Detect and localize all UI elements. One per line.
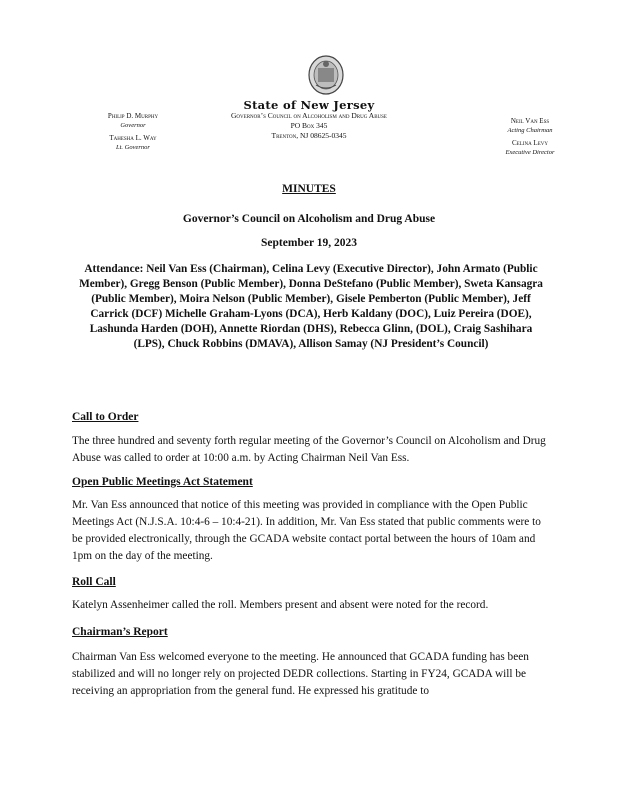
chairman-report-text: Chairman Van Ess welcomed everyone to the meeting. He announced that GCADA funding has been stabilized and will no longer rely on projected DEDR collections. Starting in FY24, GCADA will be receiving an appropriation from the general fund. He expressed his gratitude to — [72, 651, 529, 697]
roll-call-heading: Roll Call — [72, 576, 116, 588]
call-to-order-text: The three hundred and seventy forth regular meeting of the Governor’s Council on Alcoholism and Drug Abuse was called to order at 10:00 a.m. by Acting Chairman Neil Van Ess. — [72, 435, 546, 464]
chairman-name: Neil Van Ess — [510, 117, 550, 125]
right-officials — [475, 117, 585, 157]
open-public-meetings-text: Mr. Van Ess announced that notice of this meeting was provided in compliance with the Open Public Meetings Act (N.J.S.A. 10:4-6 – 10:4-21). In addition, Mr. Van Ess stated that public comments were to be provided electronically, through the GCADA website contact portal between the hours of 10am and 1pm on the day of the meeting. — [72, 499, 541, 562]
director-name: Celina Levy — [512, 139, 548, 147]
lt-governor-title: Lt. Governor — [116, 144, 150, 151]
council-name: Governor’s Council on Alcoholism and Drug Abuse — [182, 213, 436, 225]
roll-call-text: Katelyn Assenheimer called the roll. Members present and absent were noted for the record. — [72, 599, 489, 611]
call-to-order-heading: Call to Order — [72, 411, 139, 423]
state-title: State of New Jersey — [243, 98, 375, 112]
meeting-date: September 19, 2023 — [261, 237, 357, 249]
director-title: Executive Director — [505, 149, 555, 156]
attendance-list: Attendance: Neil Van Ess (Chairman), Celina Levy (Executive Director), John Armato (Public Member), Gregg Benson (Public Member), Donna DeStefano (Public Member), Sweta Kansagra (Public Member), Moira Nelson (Public Member), Gisele Pemberton (Public Member), Jeff Carrick (DCF) Michelle Graham-Lyons (DCA), Herb Kaldany (DOC), Luiz Pereira (DOE), Lashunda Harden (DOH), Annette Riordan (DHS), Rebecca Glinn, (DOL), Craig Sashihara (LPS), Chuck Robbins (DMAVA), Allison Samay (NJ President’s Council) — [79, 263, 543, 350]
lt-governor-name: Tahesha L. Way — [109, 134, 157, 142]
agency-city: Trenton, NJ 08625-0345 — [271, 131, 347, 140]
minutes-heading: MINUTES — [282, 183, 336, 195]
governor-name: Philip D. Murphy — [107, 112, 159, 120]
chairman-report-heading: Chairman’s Report — [72, 626, 168, 638]
agency-po-box: PO Box 345 — [290, 121, 328, 130]
left-officials — [78, 112, 188, 152]
governor-title: Governor — [120, 122, 146, 129]
open-public-meetings-heading: Open Public Meetings Act Statement — [72, 476, 253, 488]
state-seal-icon — [307, 53, 345, 99]
chairman-title: Acting Chairman — [507, 127, 553, 134]
agency-name: Governor’s Council on Alcoholism and Drug Abuse — [231, 111, 387, 120]
